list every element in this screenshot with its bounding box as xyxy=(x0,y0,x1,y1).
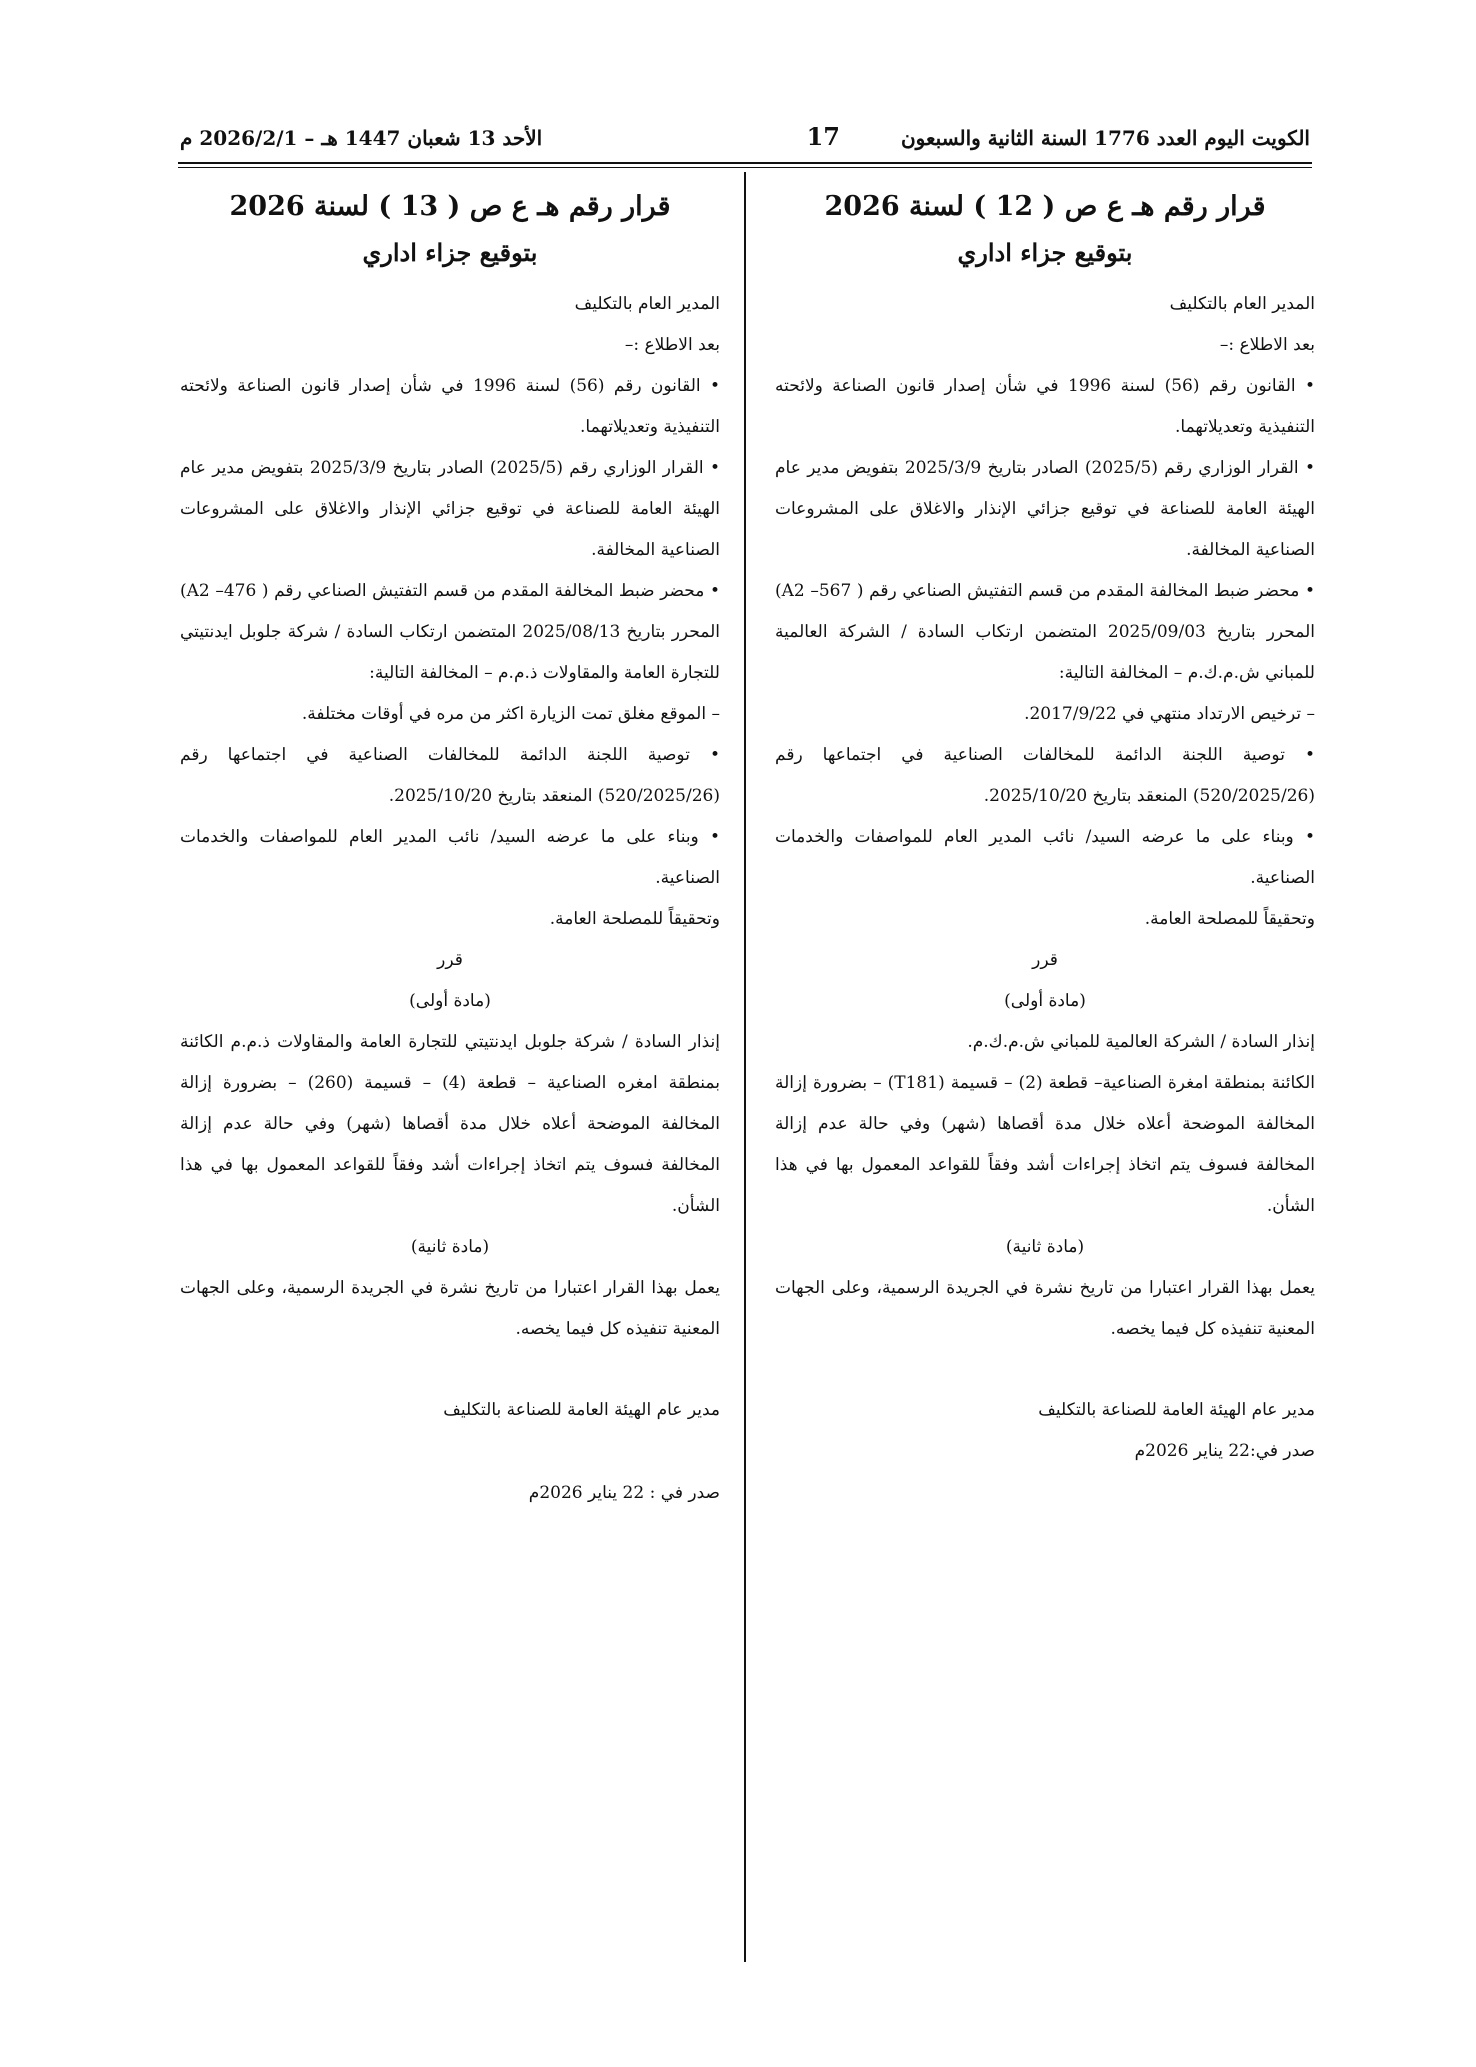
article-1-title: (مادة أولى) xyxy=(409,991,491,1011)
preamble-intro: بعد الاطلاع :– xyxy=(1219,335,1315,355)
page-number: 17 xyxy=(806,122,840,151)
clause: وتحقيقاً للمصلحة العامة. xyxy=(549,909,720,929)
clause: • توصية اللجنة الدائمة للمخالفات الصناعية في اجتماعها رقم (520/2025/26) المنعقد بتاريخ 2025/10/20. xyxy=(180,745,720,806)
issue-date: صدر في : 22 يناير 2026م xyxy=(528,1483,720,1503)
article-2-title: (مادة ثانية) xyxy=(410,1237,490,1257)
article-2-title: (مادة ثانية) xyxy=(1005,1237,1085,1257)
decided-heading: قرر xyxy=(1032,950,1058,970)
page-header xyxy=(180,120,1310,160)
clause: • القرار الوزاري رقم (2025/5) الصادر بتاريخ 2025/3/9 بتفويض مدير عام الهيئة العامة للصناعة في توقيع جزائي الإنذار والاغلاق على المشروعات الصناعية المخالفة. xyxy=(775,458,1315,560)
decision-title: قرار رقم هـ ع ص ( 12 ) لسنة 2026 xyxy=(824,191,1266,222)
article-2-text: يعمل بهذا القرار اعتبارا من تاريخ نشرة في الجريدة الرسمية، وعلى الجهات المعنية تنفيذه كل فيما يخصه. xyxy=(180,1278,720,1339)
clause: • القانون رقم (56) لسنة 1996 في شأن إصدار قانون الصناعة ولائحته التنفيذية وتعديلاتهما. xyxy=(775,376,1316,437)
header-issue-info: الكويت اليوم العدد 1776 السنة الثانية والسبعون xyxy=(900,126,1310,150)
header-date: الأحد 13 شعبان 1447 هـ – 2026/2/1 م xyxy=(180,126,543,150)
article-1-text: إنذار السادة / الشركة العالمية للمباني ش.م.ك.م. xyxy=(967,1032,1315,1052)
decision-title: قرار رقم هـ ع ص ( 13 ) لسنة 2026 xyxy=(229,191,671,222)
clause: • وبناء على ما عرضه السيد/ نائب المدير العام للمواصفات والخدمات الصناعية. xyxy=(775,827,1315,888)
signature-line: مدير عام الهيئة العامة للصناعة بالتكليف xyxy=(1038,1400,1315,1420)
clause: – ترخيص الارتداد منتهي في 2017/9/22. xyxy=(1024,704,1315,724)
header-rule-thick xyxy=(178,162,1312,164)
preamble-intro: بعد الاطلاع :– xyxy=(624,335,720,355)
clause: – الموقع مغلق تمت الزيارة اكثر من مره في أوقات مختلفة. xyxy=(301,704,720,724)
signature-line: مدير عام الهيئة العامة للصناعة بالتكليف xyxy=(443,1400,720,1420)
decision-13-column xyxy=(180,180,720,1514)
decision-subtitle: بتوقيع جزاء اداري xyxy=(957,238,1133,267)
article-1-text: الكائنة بمنطقة امغرة الصناعية– قطعة (2) – قسيمة (T181) – بضرورة إزالة المخالفة الموضحة أعلاه خلال مدة أقصاها (شهر) وفي حالة عدم إزالة المخالفة فسوف يتم اتخاذ إجراءات أشد وفقاً للقواعد المعمول بها في هذا الشأن. xyxy=(775,1073,1315,1216)
decision-subtitle: بتوقيع جزاء اداري xyxy=(362,238,538,267)
issue-date: صدر في:22 يناير 2026م xyxy=(1134,1441,1315,1461)
article-1-title: (مادة أولى) xyxy=(1004,991,1086,1011)
decided-heading: قرر xyxy=(437,950,463,970)
clause: • محضر ضبط المخالفة المقدم من قسم التفتيش الصناعي رقم ( A2 –476) المحرر بتاريخ 2025/08/13 المتضمن ارتكاب السادة / شركة جلوبل ايدنتيتي للتجارة العامة والمقاولات ذ.م.م – المخالفة التالية: xyxy=(180,581,720,683)
director-line: المدير العام بالتكليف xyxy=(1169,294,1315,314)
director-line: المدير العام بالتكليف xyxy=(574,294,720,314)
decision-12-column xyxy=(775,180,1315,1472)
column-divider xyxy=(744,172,746,1962)
clause: • القرار الوزاري رقم (2025/5) الصادر بتاريخ 2025/3/9 بتفويض مدير عام الهيئة العامة للصناعة في توقيع جزائي الإنذار والاغلاق على المشروعات الصناعية المخالفة. xyxy=(180,458,720,560)
article-2-text: يعمل بهذا القرار اعتبارا من تاريخ نشرة في الجريدة الرسمية، وعلى الجهات المعنية تنفيذه كل فيما يخصه. xyxy=(775,1278,1315,1339)
clause: وتحقيقاً للمصلحة العامة. xyxy=(1144,909,1315,929)
clause: • وبناء على ما عرضه السيد/ نائب المدير العام للمواصفات والخدمات الصناعية. xyxy=(180,827,720,888)
clause: • توصية اللجنة الدائمة للمخالفات الصناعية في اجتماعها رقم (520/2025/26) المنعقد بتاريخ 2025/10/20. xyxy=(775,745,1315,806)
header-rule-thin xyxy=(178,167,1312,168)
clause: • محضر ضبط المخالفة المقدم من قسم التفتيش الصناعي رقم ( A2 –567) المحرر بتاريخ 2025/09/03 المتضمن ارتكاب السادة / الشركة العالمية للمباني ش.م.ك.م – المخالفة التالية: xyxy=(775,581,1315,683)
article-1-text: إنذار السادة / شركة جلوبل ايدنتيتي للتجارة العامة والمقاولات ذ.م.م الكائنة بمنطقة امغره الصناعية – قطعة (4) – قسيمة (260) – بضرورة إزالة المخالفة الموضحة أعلاه خلال مدة أقصاها (شهر) وفي حالة عدم إزالة المخالفة فسوف يتم اتخاذ إجراءات أشد وفقاً للقواعد المعمول بها في هذا الشأن. xyxy=(180,1032,720,1216)
clause: • القانون رقم (56) لسنة 1996 في شأن إصدار قانون الصناعة ولائحته التنفيذية وتعديلاتهما. xyxy=(180,376,721,437)
